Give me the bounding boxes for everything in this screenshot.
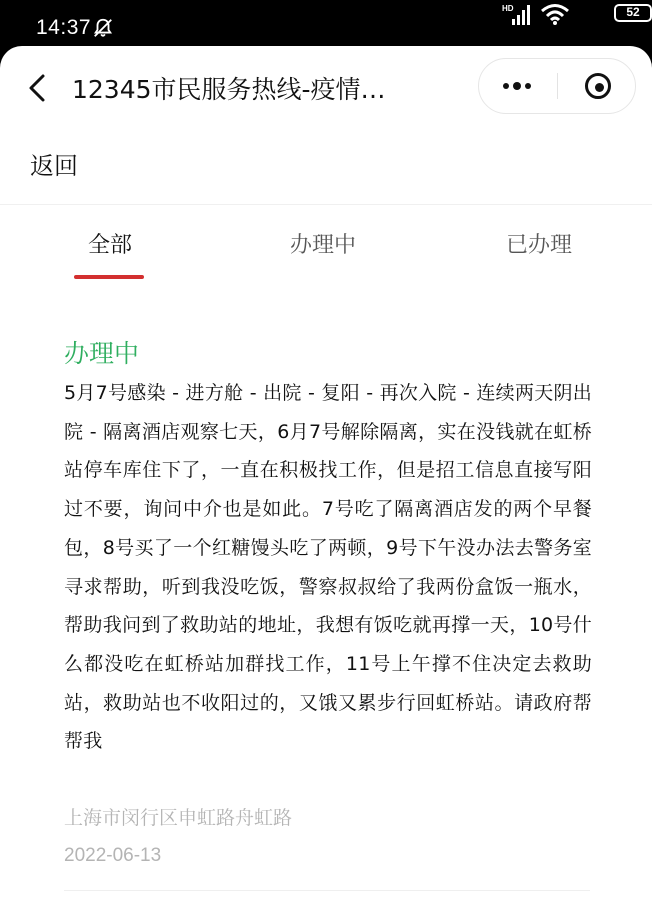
more-icon-center-dot [513, 82, 521, 90]
tab-all[interactable]: 全部 [88, 233, 133, 258]
network-label: HD [502, 4, 514, 13]
target-icon [585, 73, 611, 99]
app-window [0, 46, 652, 904]
more-icon [503, 83, 509, 89]
item-divider [64, 890, 590, 891]
header-divider [0, 204, 652, 205]
address: 上海市闵行区申虹路舟虹路 [64, 807, 293, 829]
navigation-bar [0, 46, 652, 130]
back-link[interactable]: 返回 [30, 152, 78, 180]
tab-processing[interactable]: 办理中 [290, 233, 357, 258]
submission-date: 2022-06-13 [64, 845, 162, 866]
back-arrow-icon[interactable] [26, 72, 50, 104]
signal-icon [502, 3, 532, 25]
battery-icon [614, 4, 652, 22]
tab-completed[interactable]: 已办理 [506, 233, 573, 258]
active-tab-indicator [74, 275, 144, 279]
wifi-icon [540, 3, 570, 25]
close-button[interactable] [558, 59, 636, 113]
more-icon-right-dot [525, 83, 531, 89]
battery-level: 52 [626, 5, 640, 19]
mini-program-capsule [478, 58, 636, 114]
page-title: 12345市民服务热线-疫情… [72, 75, 386, 104]
mute-icon [92, 17, 114, 39]
status-time: 14:37 [36, 16, 92, 39]
target-icon-center [595, 83, 604, 92]
more-button[interactable] [479, 59, 557, 113]
status-label: 办理中 [64, 339, 140, 368]
complaint-content: 5月7号感染 - 进方舱 - 出院 - 复阳 - 再次入院 - 连续两天阴出院 - 隔离酒店观察七天，6月7号解除隔离，实在没钱就在虹桥站停车库住下了，一直在积极找工作，但是招工信息直接写阳过不要，询问中介也是如此。7号吃了隔离酒店发的两个早餐包，8号买了一个红糖馒头吃了两顿，9号下午没办法去警务室寻求帮助，听到我没吃饭，警察叔叔给了我两份盒饭一瓶水，帮助我问到了救助站的地址，我想有饭吃就再撑一天，10号什么都没吃在虹桥站加群找工作，11号上午撑不住决定去救助站，救助站也不收阳过的，又饿又累步行回虹桥站。请政府帮帮我 [64, 382, 592, 753]
